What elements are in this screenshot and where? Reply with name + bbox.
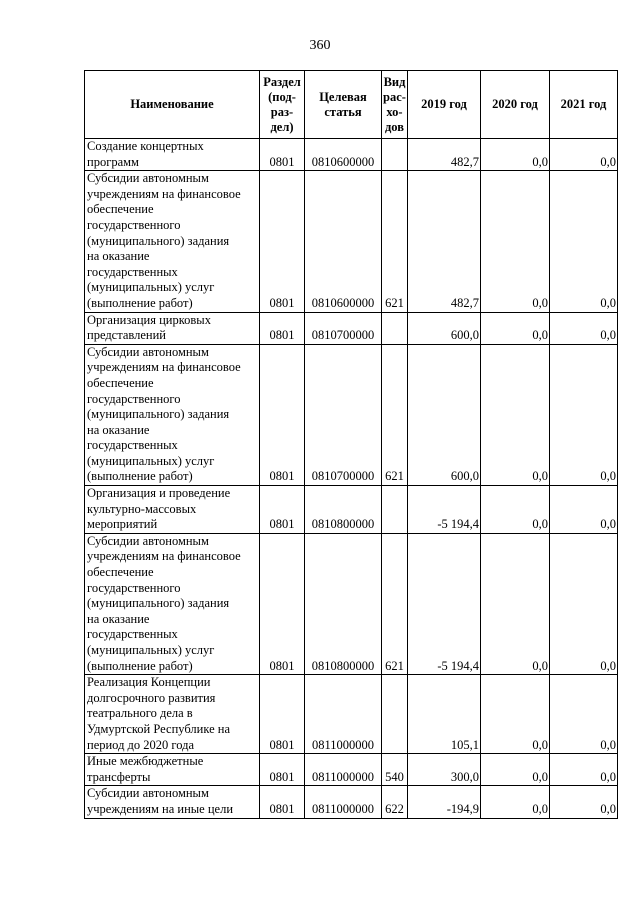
row-2020-cell: 0,0	[481, 344, 550, 485]
header-name: Наименование	[85, 71, 260, 139]
row-section-cell: 0801	[260, 675, 305, 754]
row-target-cell: 0811000000	[305, 786, 382, 818]
table-row	[85, 171, 618, 312]
row-section-cell: 0801	[260, 139, 305, 171]
row-2021-cell: 0,0	[550, 533, 618, 674]
row-target-cell: 0810600000	[305, 139, 382, 171]
row-target-cell: 0810600000	[305, 171, 382, 312]
row-type-cell: 621	[382, 533, 408, 674]
row-type-cell: 621	[382, 344, 408, 485]
row-type-cell	[382, 139, 408, 171]
row-2021-cell: 0,0	[550, 312, 618, 344]
header-type: Вид рас- хо- дов	[382, 71, 408, 139]
row-type-cell	[382, 675, 408, 754]
row-2021-cell: 0,0	[550, 675, 618, 754]
row-target-cell: 0811000000	[305, 675, 382, 754]
row-target-cell: 0810700000	[305, 344, 382, 485]
row-2020-cell: 0,0	[481, 675, 550, 754]
page-number: 360	[309, 38, 331, 53]
header-2021: 2021 год	[550, 71, 618, 139]
row-2019-cell: 600,0	[408, 312, 481, 344]
row-type-cell: 622	[382, 786, 408, 818]
row-name-cell: Создание концертных программ	[85, 139, 260, 171]
row-2019-cell: 482,7	[408, 139, 481, 171]
row-name-cell: Субсидии автономным учреждениям на иные цели	[85, 786, 260, 818]
row-type-cell: 540	[382, 754, 408, 786]
row-2019-cell: 105,1	[408, 675, 481, 754]
row-2021-cell: 0,0	[550, 486, 618, 534]
table-row	[85, 754, 618, 786]
table-row	[85, 344, 618, 485]
row-2020-cell: 0,0	[481, 171, 550, 312]
row-type-cell: 621	[382, 171, 408, 312]
row-2019-cell: 300,0	[408, 754, 481, 786]
budget-table	[84, 70, 618, 819]
row-2021-cell: 0,0	[550, 754, 618, 786]
table-row	[85, 486, 618, 534]
row-target-cell: 0810700000	[305, 312, 382, 344]
row-name-cell: Субсидии автономным учреждениям на финансовое обеспечение государственного (муниципального) задания на оказание государственных (муниципальных) услуг (выполнение работ)	[85, 344, 260, 485]
row-section-cell: 0801	[260, 754, 305, 786]
table-row	[85, 786, 618, 818]
table-header-row	[85, 71, 618, 139]
row-2019-cell: -194,9	[408, 786, 481, 818]
header-section: Раздел (под- раз- дел)	[260, 71, 305, 139]
table-row	[85, 533, 618, 674]
row-type-cell	[382, 312, 408, 344]
row-2019-cell: -5 194,4	[408, 533, 481, 674]
table-row	[85, 675, 618, 754]
row-section-cell: 0801	[260, 344, 305, 485]
row-2021-cell: 0,0	[550, 139, 618, 171]
row-2020-cell: 0,0	[481, 312, 550, 344]
row-2021-cell: 0,0	[550, 171, 618, 312]
row-name-cell: Организация цирковых представлений	[85, 312, 260, 344]
row-section-cell: 0801	[260, 486, 305, 534]
row-section-cell: 0801	[260, 312, 305, 344]
row-2020-cell: 0,0	[481, 486, 550, 534]
row-name-cell: Субсидии автономным учреждениям на финансовое обеспечение государственного (муниципального) задания на оказание государственных (муниципальных) услуг (выполнение работ)	[85, 533, 260, 674]
row-2019-cell: -5 194,4	[408, 486, 481, 534]
header-2019: 2019 год	[408, 71, 481, 139]
row-name-cell: Иные межбюджетные трансферты	[85, 754, 260, 786]
row-name-cell: Реализация Концепции долгосрочного развития театрального дела в Удмуртской Республике на период до 2020 года	[85, 675, 260, 754]
header-2020: 2020 год	[481, 71, 550, 139]
row-2021-cell: 0,0	[550, 344, 618, 485]
row-target-cell: 0810800000	[305, 533, 382, 674]
row-type-cell	[382, 486, 408, 534]
row-2020-cell: 0,0	[481, 533, 550, 674]
row-2020-cell: 0,0	[481, 754, 550, 786]
row-2020-cell: 0,0	[481, 139, 550, 171]
row-target-cell: 0811000000	[305, 754, 382, 786]
header-target: Целевая статья	[305, 71, 382, 139]
table-row	[85, 312, 618, 344]
row-name-cell: Организация и проведение культурно-массовых мероприятий	[85, 486, 260, 534]
row-section-cell: 0801	[260, 786, 305, 818]
row-section-cell: 0801	[260, 171, 305, 312]
row-2019-cell: 482,7	[408, 171, 481, 312]
row-2019-cell: 600,0	[408, 344, 481, 485]
row-target-cell: 0810800000	[305, 486, 382, 534]
row-2021-cell: 0,0	[550, 786, 618, 818]
row-2020-cell: 0,0	[481, 786, 550, 818]
row-name-cell: Субсидии автономным учреждениям на финансовое обеспечение государственного (муниципального) задания на оказание государственных (муниципальных) услуг (выполнение работ)	[85, 171, 260, 312]
row-section-cell: 0801	[260, 533, 305, 674]
table-row	[85, 139, 618, 171]
